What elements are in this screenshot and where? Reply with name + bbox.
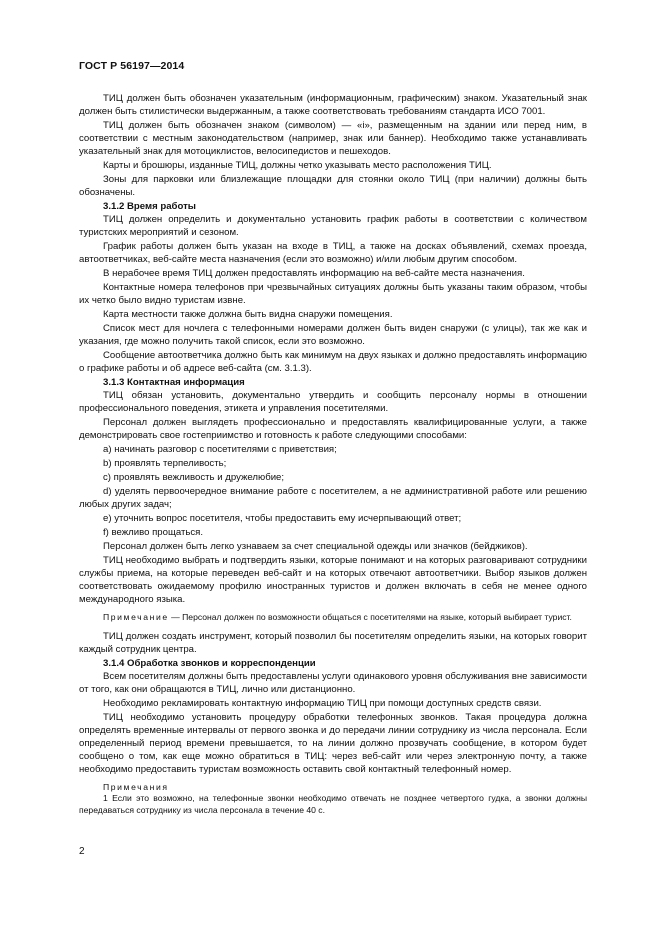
paragraph: ТИЦ необходимо выбрать и подтвердить языки, которые понимают и на которых разговаривают сотрудники службы приема, на которые переведен веб-сайт и на которых отвечают автоответчики. Выбор языков должен соответствовать ожидаемому профилю иностранных туристов и должен включать в себя не менее одного международного языка. <box>79 555 587 605</box>
paragraph: Всем посетителям должны быть предоставлены услуги одинакового уровня обслуживания вне зависимости от того, как они обращаются в ТИЦ, лично или дистанционно. <box>79 670 587 695</box>
paragraph: Зоны для парковки или близлежащие площадки для стоянки около ТИЦ (при наличии) должны быть обозначены. <box>79 174 587 198</box>
list-item: e) уточнить вопрос посетителя, чтобы предоставить ему исчерпывающий ответ; <box>103 513 462 524</box>
paragraph: ТИЦ должен быть обозначен знаком (символом) — «i», размещенным на здании или перед ним, в соответствии с местным законодательством (например, знак или баннер). Необходимо также устанавливать указательный знак для мотоциклистов, велосипедистов и пешеходов. <box>79 120 587 157</box>
note-text: — Персонал должен по возможности общаться с посетителями на языке, который выбирает турист. <box>171 612 572 622</box>
paragraph: Персонал должен быть легко узнаваем за счет специальной одежды или значков (бейджиков). <box>103 541 528 552</box>
paragraph: Персонал должен выглядеть профессионально и предоставлять квалифицированные услуги, а также демонстрировать свое гостеприимство и готовность к работе следующими способами: <box>79 417 587 441</box>
list-item: b) проявлять терпеливость; <box>103 458 227 469</box>
paragraph: ТИЦ должен создать инструмент, который позволил бы посетителям определить языки, на которых говорит каждый сотрудник центра. <box>79 630 587 655</box>
paragraph: Список мест для ночлега с телефонными номерами должен быть виден снаружи (с улицы), так же как и указания, где можно получить такой список, если это возможно. <box>79 323 587 347</box>
paragraph: Сообщение автоответчика должно быть как минимум на двух языках и должно предоставлять информацию о графике работы и об адресе веб-сайта (см. 3.1.3). <box>79 350 587 374</box>
paragraph: Карта местности также должна быть видна снаружи помещения. <box>103 309 393 320</box>
paragraph: ТИЦ обязан установить, документально утвердить и сообщить персоналу нормы в отношении профессионального поведения, этикета и управления посетителями. <box>79 390 587 414</box>
list-item: d) уделять первоочередное внимание работе с посетителем, а не административной работе или решению любых других задач; <box>79 486 587 510</box>
section-heading-3-1-3: 3.1.3 Контактная информация <box>103 377 245 388</box>
paragraph: ТИЦ необходимо установить процедуру обработки телефонных звонков. Такая процедура должна определять временные интервалы от первого звонка и до передачи линии сотруднику из числа персонала. Если определенный период времени превышается, то на линии должно прозвучать сообщение, в котором будет сообщено о том, как еще можно обратиться в ТИЦ: через веб-сайт или через электронную почту, а также необходимо предоставить туристам возможность оставить свой контактный телефонный номер. <box>79 711 587 775</box>
paragraph: Карты и брошюры, изданные ТИЦ, должны четко указывать место расположения ТИЦ. <box>103 160 492 171</box>
notes-title: Примечания <box>103 781 169 792</box>
paragraph: Необходимо рекламировать контактную информацию ТИЦ при помощи доступных средств связи. <box>103 697 542 709</box>
paragraph: График работы должен быть указан на входе в ТИЦ, а также на досках объявлений, схемах проезда, автоответчиках, веб-сайте места назначения (если это возможно) и/или любым другим способом. <box>79 241 587 265</box>
document-body <box>79 92 587 816</box>
list-item: f) вежливо прощаться. <box>103 527 204 538</box>
list-item: a) начинать разговор с посетителями с приветствия; <box>103 444 337 455</box>
note-label: Примечание <box>103 612 169 622</box>
list-item: c) проявлять вежливость и дружелюбие; <box>103 472 285 483</box>
paragraph: ТИЦ должен определить и документально установить график работы в соответствии с количеством туристских мероприятий и сезоном. <box>79 214 587 238</box>
note-item: 1 Если это возможно, на телефонные звонки необходимо отвечать не позднее четвертого гудка, а звонки должны передаваться сотруднику из числа персонала в течение 40 с. <box>79 793 587 815</box>
paragraph: Контактные номера телефонов при чрезвычайных ситуациях должны быть указаны таким образом, чтобы их четко было видно туристам извне. <box>79 282 587 306</box>
section-heading-3-1-2: 3.1.2 Время работы <box>103 201 196 212</box>
note <box>79 612 587 624</box>
section-heading-3-1-4: 3.1.4 Обработка звонков и корреспонденции <box>103 657 316 669</box>
document-header: ГОСТ Р 56197—2014 <box>79 60 185 72</box>
paragraph: В нерабочее время ТИЦ должен предоставлять информацию на веб-сайте места назначения. <box>103 268 525 279</box>
paragraph: ТИЦ должен быть обозначен указательным (информационным, графическим) знаком. Указательный знак должен быть стилистически выдержанным, а также соответствовать требованиям стандарта ИСО 7001. <box>79 93 587 117</box>
page-number: 2 <box>79 846 85 857</box>
